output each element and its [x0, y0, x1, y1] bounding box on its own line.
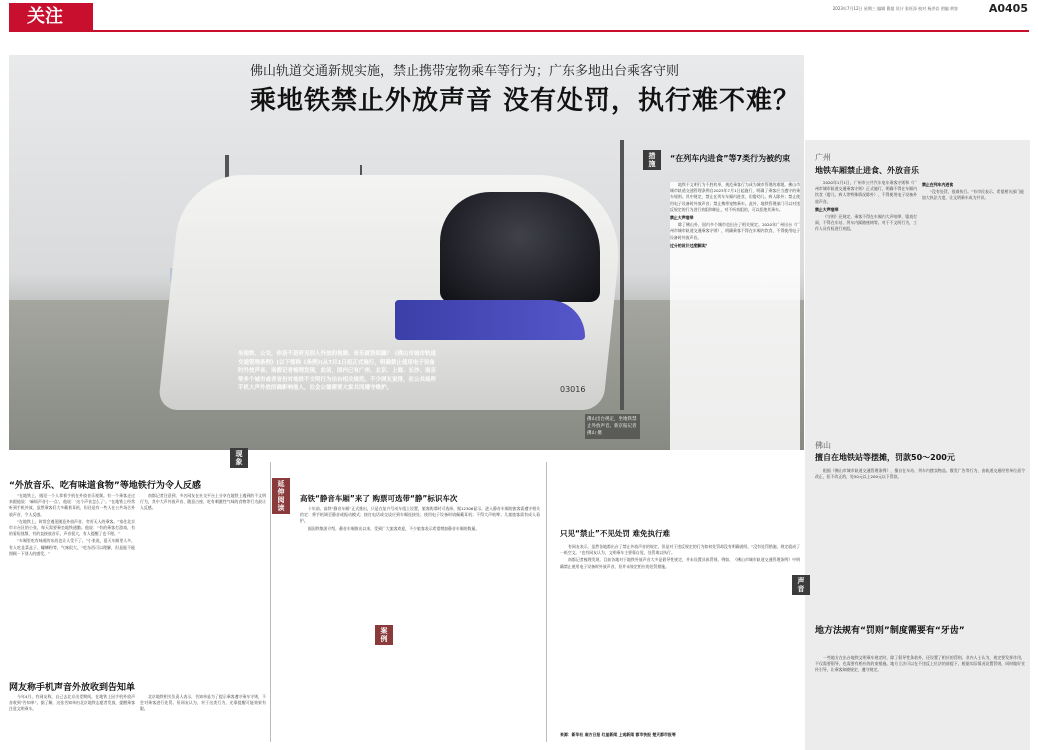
subheading: 禁止在列车内进食	[922, 182, 954, 187]
page-header	[0, 0, 1038, 34]
right-heading: “在列车内进食”等7类行为被约束	[670, 154, 791, 163]
section-tag-phenomenon: 现象	[230, 448, 248, 468]
left-heading: “外放音乐、吃有味道食物”等地铁行为令人反感	[9, 481, 201, 491]
subheading: 过分的设计过度解读？	[670, 242, 709, 248]
left-body-c	[9, 694, 135, 744]
train-windshield	[440, 192, 600, 302]
foshan-heading: 擅自在地铁站等摆摊，罚款50～200元	[815, 453, 955, 462]
right-body	[670, 182, 800, 522]
paragraph: 有网友表示，虽然各地都出台了禁止外放声音的规定，但是对于违反规定的行为如何处罚却没有明确说明。“没有处罚措施，规定就成了一纸空文。”也有网友认为，文明乘车主要靠自觉，处罚难以执行。	[560, 544, 800, 556]
paragraph: 南都记者注意到，多名网友在社交平台上分享在地铁上遇到的不文明行为，其中大声外放声音、随意占座、吃有刺激性气味的食物等行为最让人反感。	[140, 493, 266, 511]
paragraph: 今年4月，有网友称，自己去北京出差期间，在地铁上因手机外放声音收到“告知单”。据了解，这张告知单由北京地铁志愿者发放，提醒乘客注意文明乘车。	[9, 694, 135, 712]
city-label-foshan: 佛山	[815, 441, 831, 450]
left-heading-2: 网友称手机声音外放收到告知单	[9, 683, 136, 693]
article-subtitle: 佛山轨道交通新规实施，禁止携带宠物乘车等行为；广东多地出台乘客守则	[250, 64, 680, 79]
train-number: 03016	[560, 385, 586, 394]
photo-credit: 佛山出台规定，坐地铁禁止外放声音。新京报记者 佛山 摄	[585, 414, 640, 439]
left-body-d	[140, 694, 266, 744]
article-title: 乘地铁禁止外放声音 没有处罚，执行难不难？	[250, 86, 801, 116]
section-tag-extended: 延伸阅读	[272, 478, 290, 514]
column-divider	[270, 462, 271, 742]
city-label-guangzhou: 广州	[815, 153, 831, 162]
paragraph: 2020年1月1日，广州市公共汽车电车乘客守则和《广州市城市轨道交通乘客守则》正式施行，明确不得在车厢内饮食（婴儿、病人等特殊情况除外），不得使用电子设备外放声音。	[815, 180, 917, 204]
paragraph: 北京地铁相关负责人表示，告知单是为了提示乘客遵守乘车守则，不会对乘客进行处罚。但网友认为，对于这类行为，光靠提醒可能效果有限。	[140, 694, 266, 712]
foshan-body	[815, 468, 1025, 568]
voice-heading: 地方法规有“罚则”制度需要有“牙齿”	[815, 626, 965, 636]
page-number: A0405	[988, 2, 1028, 15]
left-body-b	[140, 493, 266, 633]
middle-heading-1: 高铁“静音车厢”来了 购票可选带“静”标识车次	[300, 494, 458, 503]
subheading: 禁止大声喧哗	[670, 215, 694, 221]
subheading: 禁止大声喧哗	[815, 206, 839, 212]
column-divider	[546, 462, 547, 742]
guangzhou-heading: 地铁车厢禁止进食、外放音乐	[815, 166, 919, 175]
voice-body	[815, 655, 1025, 745]
header-divider	[9, 30, 1029, 32]
paragraph: 除了佛山外，国内多个城市也出台了相关规定。2020年广州出台《广州市城市轨道交通乘客守则》，明确乘客不得在车厢内饮食，不得使用电子设备时外放声音。	[670, 222, 800, 240]
photo-caption: 坐地铁、公交，你是不是听见别人外放的视频、音乐就很烦躁？《佛山市城市轨道交通管理条例》(以下简称《条例》)从7月1日起正式施行，明确禁止使用电子设备时外放声音。南都记者梳理发现，此前，国内已有广州、北京、上海、长沙、南京等多个城市或者省份对地铁不文明行为出台相关规范。不少网友觉得，在公共场所手机大声外放的确影响他人，社会公德需要大家共同遵守维护。	[238, 351, 437, 392]
section-tag-measures: 措施	[643, 150, 661, 170]
paragraph: 南都记者梳理发现，目前各地对于地铁外放声音大多是倡导性规定，并未设置具体罚则。例如，《佛山市城市轨道交通管理条例》中明确禁止使用电子设备时外放声音，但并未规定相应的处罚措施。	[560, 557, 800, 569]
paragraph: “在地铁上，遇见一个人拿着手机在外放音乐视频。有一个乘客走过来跟他说：‘麻烦声音小一点’，他说：‘这个声音怎么了’。”在地铁上经常听到手机外放，虽然乘客们大多戴着耳机，但还是有一些人在公共场合外放声音，令人反感。	[9, 493, 135, 517]
guangzhou-body-a	[815, 180, 917, 480]
section-tag-voice: 声音	[792, 575, 810, 595]
paragraph: 一些地方在出台地铁文明乘车规定时，除了倡导性条款外，还设置了相应的罚则。业内人士认为，规定要发挥作用，不仅需要倡导，也需要有相应的约束措施。地方立法可以在不违反上位法的前提下，根据实际情况设置罚则，同时做好宣传引导，让乘客知晓规定、遵守规定。	[815, 655, 1025, 673]
catenary-pole	[620, 140, 624, 410]
paragraph: 据国铁集团介绍，静音车厢推出以来，受到广大旅客欢迎，不少旅客表示希望增加静音车厢的数量。	[308, 525, 480, 531]
page-meta: 2023年7月12日 星期三 编辑 曹超 设计 张旺添 校对 杨洪岩 图编 黄容	[832, 6, 958, 11]
paragraph: “没有处罚，很难执行。”有市民表示，希望相关部门能加大执法力度，让文明乘车成为共识。	[922, 189, 1024, 201]
article-sources: 来源：新华社 南方日报 红星新闻 上观新闻 都市快报 楚天都市报等	[560, 732, 676, 737]
section-tag-case: 案例	[375, 625, 393, 645]
guangzhou-body-b	[922, 180, 1024, 480]
middle-body-1	[300, 506, 540, 606]
paragraph: 十年前，高铁“静音车厢”正式推出，只是在复兴号动车组上设置，旅客购票时可选择。据12306显示，进入静音车厢的旅客需遵守相关约定：将手机调至静音或振动模式；接打电话或交谈应到车厢连接处；使用电子设备时请佩戴耳机；不得大声喧哗；儿童旅客需有成人看护。	[300, 506, 540, 524]
middle-heading-2: 只见“禁止”不见处罚 难免执行难	[560, 529, 670, 538]
paragraph: “车厢里吃有味道的东西也让人受不了。”小张说，夏天车厢里人多，有人吃韭菜盒子、螺蛳粉等，气味很大。“吃东西可以理解，但是能不能照顾一下别人的感受。”	[9, 538, 135, 556]
section-label: 关注	[9, 3, 93, 30]
paragraph: 《守则》还规定，乘客不得在车厢内大声喧哗、嬉戏打闹，不得在车站、列车内踩踏座椅等。对于不文明行为，工作人员有权进行劝阻。	[815, 214, 917, 232]
paragraph: 根据《佛山市城市轨道交通管理条例》，擅自在车站、列车内摆卖物品、散发广告等行为，由轨道交通经营单位责令改正，拒不改正的，处50元以上200元以下罚款。	[815, 468, 1025, 480]
paragraph: 地铁不文明行为不胜枚举，规范乘客行为成为城市管理的难题。佛山市城市轨道交通管理条例自2023年7月1日起施行，明确了乘客应当遵守的乘车规则。其中规定，禁止在列车车厢内进食，但婴幼儿、病人除外；禁止使用电子设备时外放声音；禁止携带宠物乘车。此外，地铁管理部门可以对违反规定的行为进行劝阻和制止，对不听劝阻的，可以拒绝其乘车。	[670, 182, 800, 212]
middle-body-2	[560, 544, 800, 739]
paragraph: “在地铁上，时常会遇见随意外放声音、旁若无人的乘客。”家住北京市丰台区的小张，每天需要乘坐地铁通勤。他说：“有的乘客打游戏，有的看短视频，有的直接放音乐，声音很大，有人提醒了也不理。”	[9, 518, 135, 537]
train-stripe	[395, 300, 585, 340]
